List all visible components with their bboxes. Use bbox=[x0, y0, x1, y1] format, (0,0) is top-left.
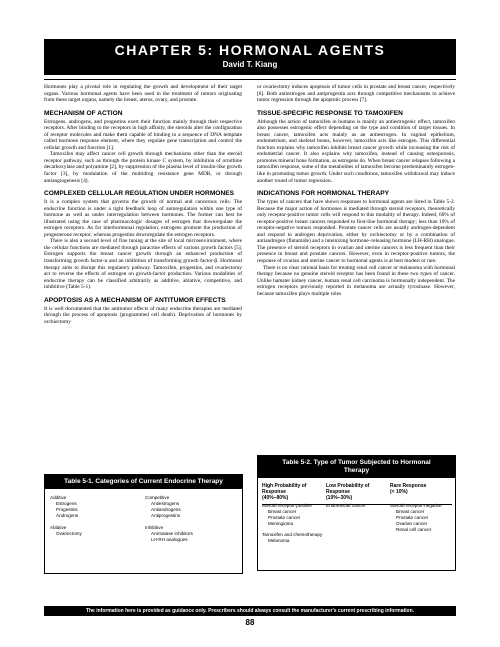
list-item: Meningioma bbox=[268, 521, 294, 526]
list-item: Prostate cancer bbox=[396, 515, 429, 520]
table-5-2-title-line-2: Therapy bbox=[343, 467, 370, 474]
indications-heading: INDICATIONS FOR HORMONAL THERAPY bbox=[257, 190, 389, 198]
column-header: Response bbox=[262, 489, 286, 495]
list-item: Melanoma bbox=[268, 538, 290, 543]
list-item: Prostate cancer bbox=[268, 515, 301, 520]
column-header: (40%–80%) bbox=[262, 495, 289, 501]
group-label: Steroid receptor-positive bbox=[262, 503, 312, 508]
category-additive: Additive bbox=[50, 495, 67, 500]
list-item: Androgens bbox=[56, 513, 79, 518]
intro-paragraph: Hormones play a pivotal role in regulating the growth and development of their target organs. Various hormonal agents have been used in the treatment of tumors originating from these target organs, namely the breast, uterus, ovary, and prostate. bbox=[44, 84, 242, 104]
right-column bbox=[257, 84, 455, 297]
chapter-title: CHAPTER 5: HORMONAL AGENTS bbox=[114, 42, 386, 58]
mechanism-heading: MECHANISM OF ACTION bbox=[44, 109, 123, 117]
column-header: Rare Response bbox=[390, 483, 427, 489]
mechanism-paragraph-1: Estrogens, androgens, and progestins exert their function mainly through their respective receptors. After binding to the receptors in high affinity, the steroids alter the configuration of receptor molecules and make them capable of binding to a sequence of DNA template called hormone response element, where they regulate gene transcription and control the cellular growth and function [1]. bbox=[44, 118, 242, 151]
list-item: Ovarian cancer bbox=[396, 521, 428, 526]
mechanism-paragraph-2: Tamoxifen may affect cancer cell growth through mechanisms other than the steroid receptor pathway, such as through the protein kinase C system, by inhibition of ornithine decarboxylase and polyamine [2], by suppression of the plasma level of insulin-like growth factor [3], by modulation of the multidrug resistance gene MDR, or through antiangiogenesis [4]. bbox=[44, 151, 242, 184]
indications-paragraph-1: The types of cancers that have shown responses to hormonal agents are listed in Table 5-2. Because the major action of hormones is mediated through steroid receptors, theoretically only receptor-positive tumor cells will respond to this modality of therapy. Indeed, 60% of receptor-positive breast cancers responded to first-line hormonal therapy; less than 10% of receptor-negative tumors responded. Prostate cancer cells are usually androgen-dependent and respond to androgen deprivation, either by orchiectomy or by a combination of antiandrogen (flutamide) and a luteinizing hormone–releasing hormone (LH-RH) analogue. The presence of steroid receptors in ovarian and uterine cancers is less frequent than their presence in breast and prostate cancers. However, even in receptor-positive tumors, the response of ovarian and uterine cancer to hormonal agents is at best modest or rare. bbox=[257, 199, 455, 265]
column-header: (10%–30%) bbox=[326, 495, 353, 501]
apoptosis-heading: APOPTOSIS AS A MECHANISM OF ANTITUMOR EFFECTS bbox=[44, 296, 226, 304]
indications-paragraph-2: There is no clear rational basis for treating renal cell cancer or melanoma with hormonal therapy because no genuine steroid receptor has been found in these two types of cancer. Unlike hamster kidney cancer, human renal cell carcinoma is hormonally independent. The estrogen receptors previously reported in melanoma are actually tyrosinase. However, because tamoxifen plays multiple roles bbox=[257, 264, 455, 297]
column-header: Response bbox=[326, 489, 350, 495]
category-competitive: Competitive bbox=[145, 495, 170, 500]
tissue-specific-paragraph: Although the action of tamoxifen in humans is mainly an antiestrogenic effect, tamoxifen also possesses estrogenic effect depending on the type and condition of target tissues. In breast cancer, tamoxifen acts mainly as an antiestrogen. In vaginal epithelium, endometrium, and skeletal bones, however, tamoxifen acts like estrogen. This differential function explains why tamoxifen inhibits breast cancer growth while increasing the risk of endometrial cancer. It also explains why tamoxifen, instead of causing osteoporosis, promotes mineral bone formation, as estrogens do. When breast cancer relapses following a tamoxifen response, some of the metabolites of tamoxifen become predominantly estrogen-like in promoting tumor growth. Under such conditions, tamoxifen withdrawal may induce another round of tumor regression. bbox=[257, 118, 455, 184]
complexed-regulation-heading: COMPLEXED CELLULAR REGULATION UNDER HORMONES bbox=[44, 190, 234, 198]
tissue-specific-heading: TISSUE-SPECIFIC RESPONSE TO TAMOXIFEN bbox=[257, 109, 403, 117]
chapter-author: David T. Kiang bbox=[222, 60, 278, 69]
list-item: Breast cancer bbox=[396, 509, 425, 514]
table-5-2-column-high bbox=[262, 483, 328, 544]
list-item: Renal cell cancer bbox=[396, 527, 432, 532]
list-item: Progestins bbox=[56, 507, 78, 512]
table-5-1-column-2 bbox=[145, 495, 193, 543]
table-5-2 bbox=[257, 455, 456, 571]
list-item: Antiandrogens bbox=[151, 507, 181, 512]
table-5-2-column-low bbox=[326, 483, 390, 509]
column-header: (< 10%) bbox=[390, 489, 408, 495]
complexed-paragraph-2: There is also a second level of fine tuning at the site of local microenvironment, where the cellular functions are mediated through paracrine effects of various growth factors [5]. Estrogen supports the breast cancer growth through an enhanced production of transforming growth factor-α and an inhibition of transforming growth factor-β. Hormonal therapy aims to disrupt this regulatory pathway. Tamoxifen, progestins, and ovariectomy act to reverse the effects of estrogen on growth-factor production. Various modalities of endocrine therapy can be classified arbitrarily as additive, ablative, competitive, and inhibitive (Table 5-1). bbox=[44, 238, 242, 291]
list-item: Breast cancer bbox=[268, 509, 297, 514]
complexed-paragraph-1: It is a complex system that governs the growth of normal and cancerous cells. The endocrine function is under a tight feedback loop of autoregulation within one type of hormone as well as under interregulation between hormones. The former can best be illustrated using the case of pharmacologic dosages of estrogen that downregulate the estrogen receptors. As for interhormonal regulation, estrogens promote the production of progesterone receptor, whereas progestins downregulate the estrogen receptors. bbox=[44, 199, 242, 238]
table-5-2-title-line-1: Table 5-2. Type of Tumor Subjected to Hormonal bbox=[282, 459, 431, 466]
list-item: LH-RH analogues bbox=[151, 537, 188, 542]
list-item: Ovariectomy bbox=[56, 531, 82, 536]
group-label: Tamoxifen and chemotherapy bbox=[262, 532, 323, 537]
list-item: Antiprogestins bbox=[151, 513, 181, 518]
table-5-1 bbox=[44, 474, 243, 574]
group-label: Endometrial cancer bbox=[326, 503, 366, 508]
list-item: Antiestrogens bbox=[151, 501, 180, 506]
table-5-2-column-rare bbox=[390, 483, 454, 533]
list-item: Aromatase inhibitors bbox=[151, 531, 193, 536]
table-5-1-title: Table 5-1. Categories of Current Endocrine Therapy bbox=[45, 475, 242, 489]
list-item: Estrogens bbox=[56, 501, 77, 506]
apoptosis-paragraph: It is well documented that the antitumor effects of many endocrine therapies are mediated through the process of apoptosis (programmed cell death). Deprivation of hormones by orchiectomy bbox=[44, 305, 242, 325]
left-column bbox=[44, 84, 242, 325]
page-number: 88 bbox=[245, 618, 255, 627]
table-5-2-title bbox=[258, 456, 455, 478]
table-5-1-column-1 bbox=[50, 495, 82, 537]
group-label: Steroid receptor-negative bbox=[390, 503, 442, 508]
category-inhibitive: Inhibitive bbox=[145, 525, 164, 530]
continued-paragraph: or ovariectomy induces apoptosis of tumor cells in prostate and breast cancer, respectively [6]. Both antiestrogen and antiprogestin acts through competitive mechanisms to achieve tumor regression through the apoptotic process [7]. bbox=[257, 84, 455, 104]
category-ablative: Ablative bbox=[50, 525, 67, 530]
column-header: Low Probability of bbox=[326, 483, 370, 489]
prescribing-notice: The information here is provided as guidance only. Prescribers should always consult the manufacturer's current prescribing information. bbox=[44, 606, 456, 616]
header-rule bbox=[44, 79, 456, 80]
chapter-header bbox=[44, 39, 456, 75]
column-header: High Probability of bbox=[262, 483, 307, 489]
